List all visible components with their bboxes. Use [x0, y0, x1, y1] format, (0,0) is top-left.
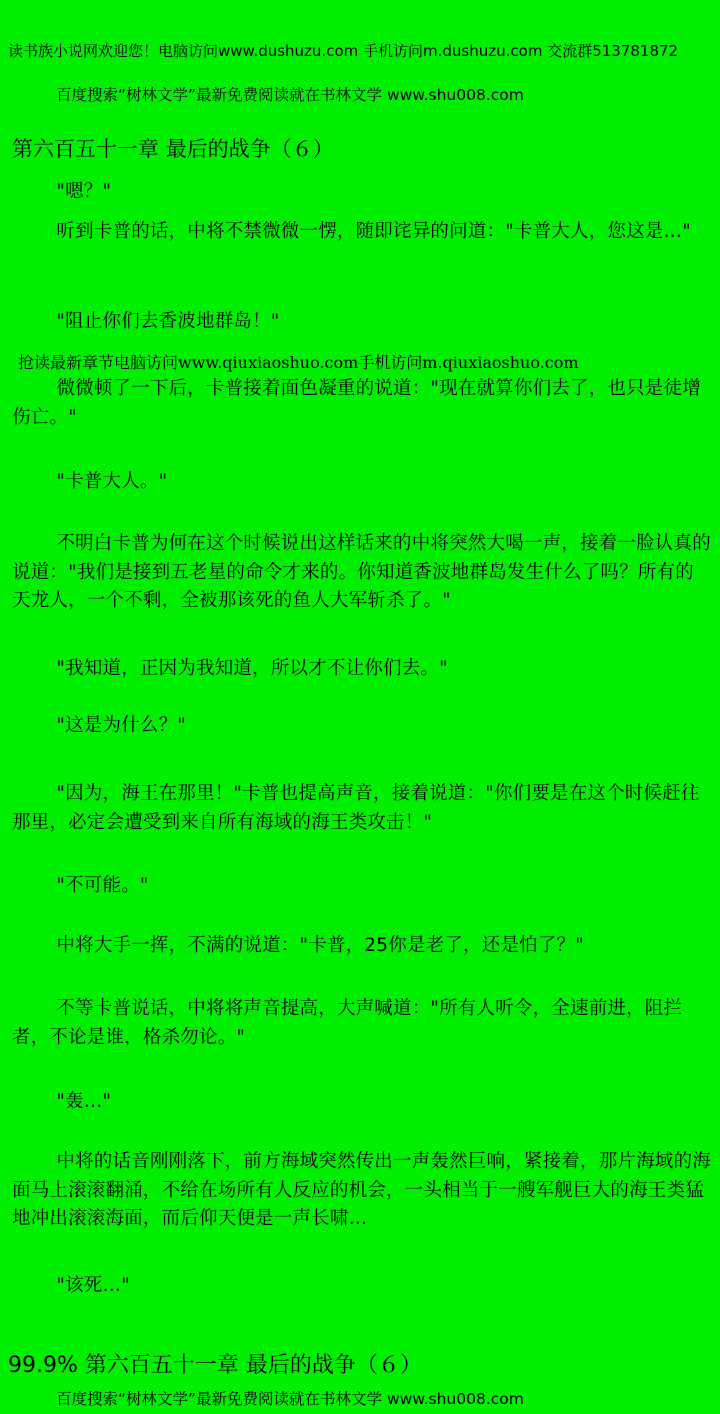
paragraph: 听到卡普的话，中将不禁微微一愣，随即诧异的问道："卡普大人，您这是…": [56, 221, 691, 242]
inline-ad-banner: 抢读最新章节电脑访问www.qiuxiaoshuo.com手机访问m.qiuxiaoshuo.com: [18, 353, 579, 372]
paragraph: "因为，海王在那里！"卡普也提高声音，接着说道："你们要是在这个时候赶往那里，必定会遭受到来自所有海域的海王类攻击！": [12, 783, 700, 833]
paragraph: "卡普大人。": [56, 471, 168, 492]
paragraph-block-13: [12, 1088, 712, 1137]
paragraph: 中将大手一挥，不满的说道："卡普，25你是老了，还是怕了？": [56, 935, 584, 956]
paragraph: "阻止你们去香波地群岛！": [56, 311, 280, 332]
paragraph-block-2: [12, 218, 712, 267]
top-site-banner: 读书族小说网欢迎您！电脑访问www.dushuzu.com 手机访问m.dushuzu.com 交流群513781872: [8, 42, 679, 60]
paragraph-block-5: [12, 468, 712, 517]
paragraph: "嗯？": [56, 181, 112, 202]
paragraph: 中将的话音刚刚落下，前方海域突然传出一声轰然巨响，紧接着，那片海域的海面马上滚滚翻涌，不给在场所有人反应的机会，一头相当于一艘军舰巨大的海王类猛地冲出滚滚海面，而后仰天便是一声长啸…: [12, 1151, 711, 1230]
paragraph-block-7: [12, 655, 712, 704]
paragraph-block-14: [12, 1148, 712, 1254]
footer-chapter-title: 第六百五十一章 最后的战争（６）: [84, 1353, 422, 1378]
paragraph-block-9: [12, 780, 712, 857]
paragraph: 不明白卡普为何在这个时候说出这样话来的中将突然大喝一声，接着一脸认真的说道："我们是接到五老星的命令才来的。你知道香波地群岛发生什么了吗？所有的天龙人，一个不剩，全被那该死的鱼人大军斩杀了。": [12, 533, 711, 612]
paragraph-block-6: [12, 530, 712, 636]
paragraph: 微微顿了一下后，卡普接着面色凝重的说道："现在就算你们去了，也只是徒增伤亡。": [12, 378, 701, 428]
paragraph: "这是为什么？": [56, 715, 187, 736]
top-search-banner: 百度搜索“树林文学”最新免费阅读就在书林文学 www.shu008.com: [56, 86, 524, 104]
paragraph: "我知道，正因为我知道，所以才不让你们去。": [56, 658, 448, 679]
paragraph-block-12: [12, 995, 712, 1072]
paragraph-block-11: [12, 932, 712, 981]
paragraph-block-4: [12, 375, 712, 452]
paragraph: "不可能。": [56, 875, 149, 896]
page-title: 第六百五十一章 最后的战争（６）: [12, 137, 334, 161]
paragraph: "轰…": [56, 1091, 112, 1112]
paragraph-block-15: [12, 1272, 712, 1321]
paragraph-block-10: [12, 872, 712, 921]
reading-progress: 99.9%: [8, 1353, 78, 1378]
paragraph-block-8: [12, 712, 712, 761]
paragraph: 不等卡普说话，中将将声音提高，大声喊道："所有人听令，全速前进，阻拦者，不论是谁，格杀勿论。": [12, 998, 683, 1048]
paragraph: "该死…": [56, 1275, 130, 1296]
footer-search-banner: 百度搜索“树林文学”最新免费阅读就在书林文学 www.shu008.com: [56, 1390, 524, 1408]
footer-status: [8, 1348, 712, 1379]
